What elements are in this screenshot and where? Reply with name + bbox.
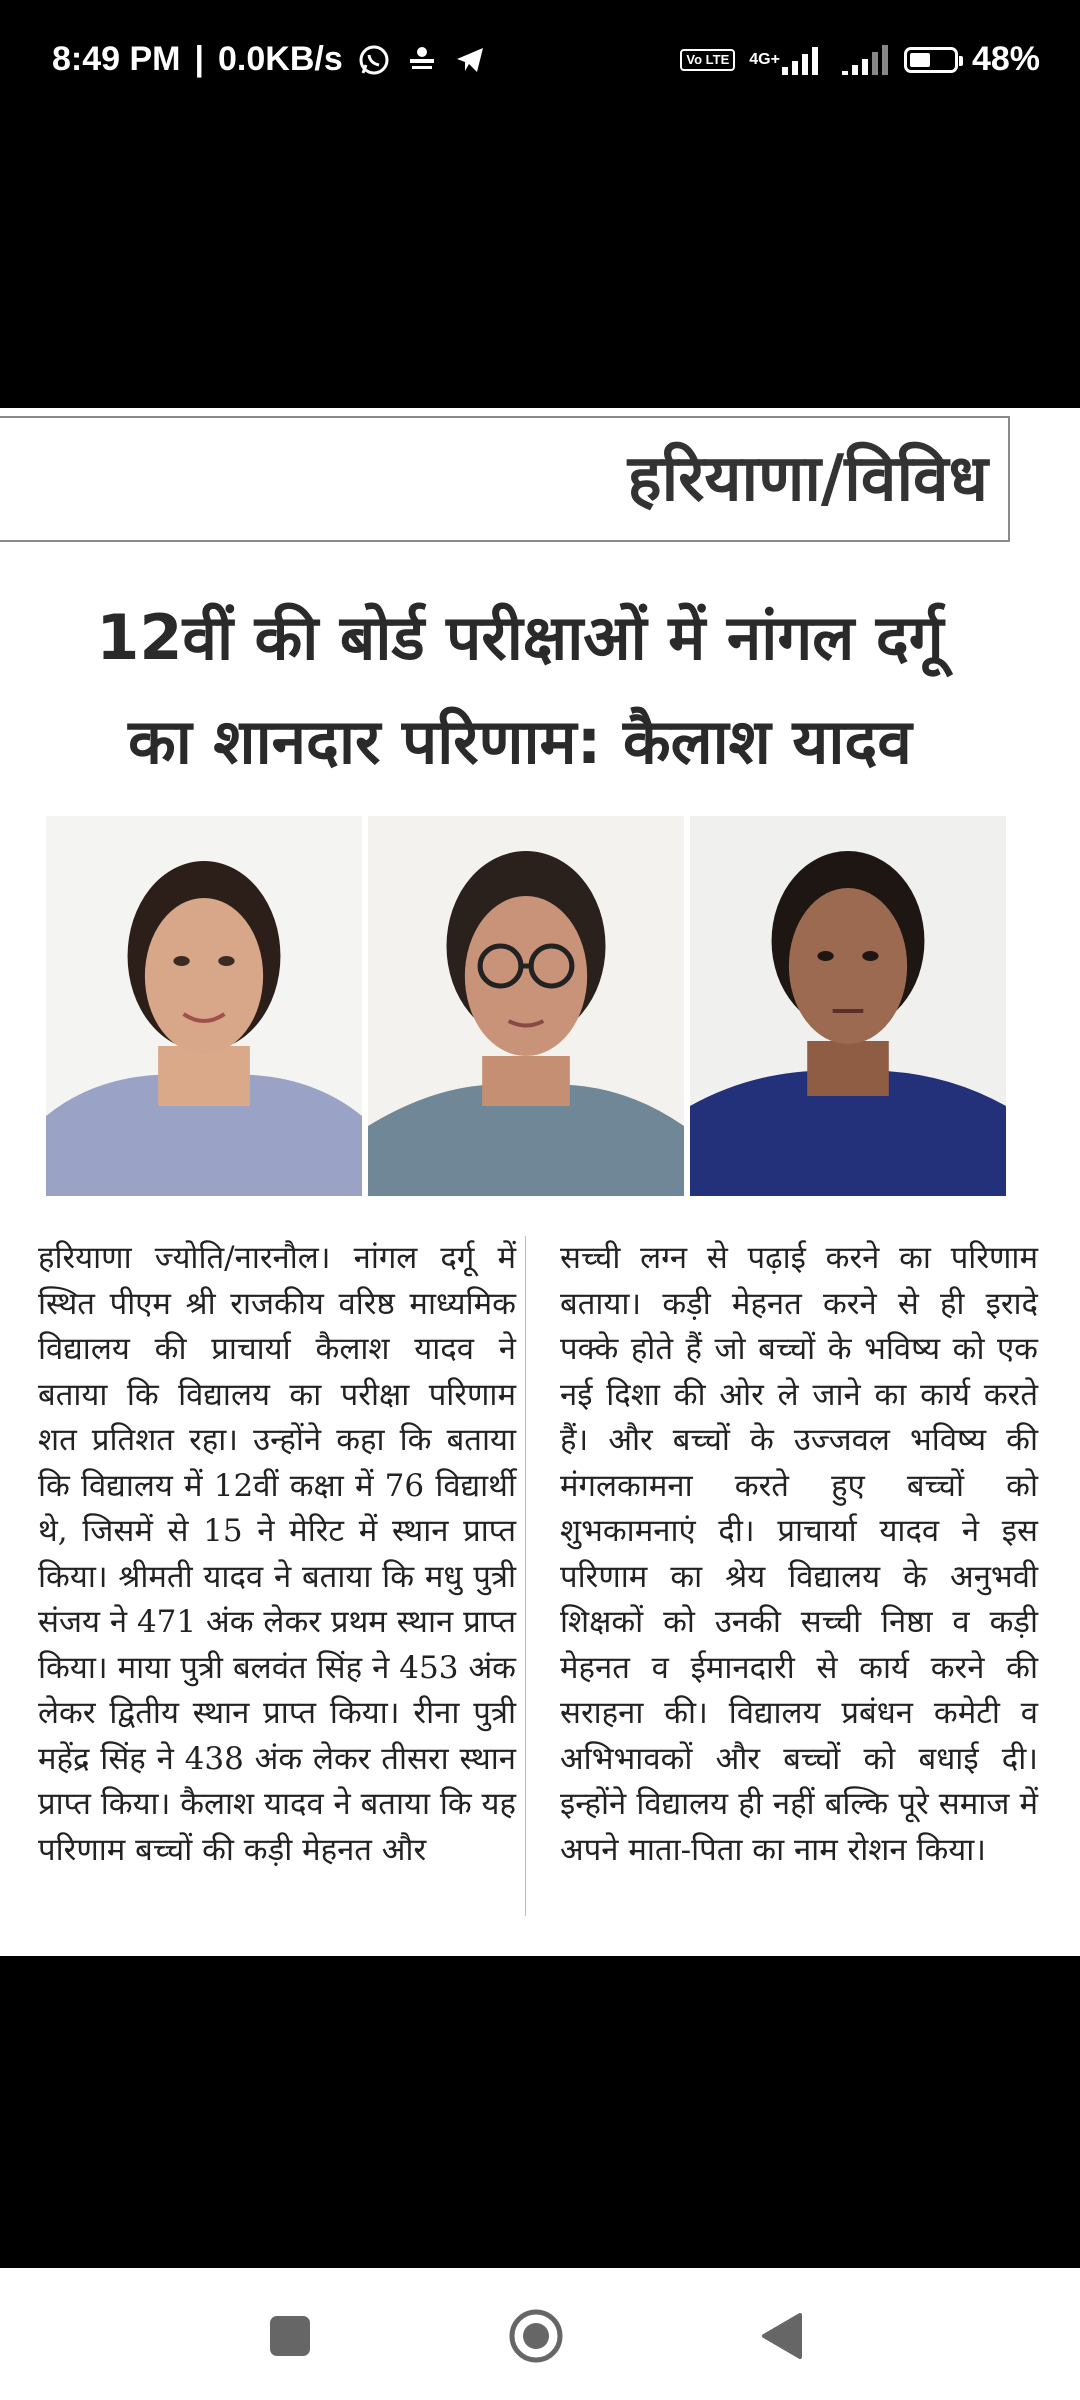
dainik-bhaskar-icon xyxy=(405,43,439,77)
home-icon xyxy=(508,2308,564,2364)
headline-line-1: 12वीं की बोर्ड परीक्षाओं में नांगल दर्गू xyxy=(96,601,944,674)
network-gen-label: 4G+ xyxy=(749,50,780,68)
student-photo-3 xyxy=(690,816,1006,1196)
telegram-icon xyxy=(453,43,487,77)
recents-button[interactable] xyxy=(262,2308,318,2364)
network-speed: 0.0KB/s xyxy=(218,40,343,78)
section-title: हरियाणा/विविध xyxy=(627,442,988,516)
signal-icon-sim2 xyxy=(840,43,890,77)
status-bar xyxy=(0,0,1080,130)
headline-line-2: का शानदार परिणाम: कैलाश यादव xyxy=(128,705,912,778)
headline xyxy=(20,586,1020,794)
status-right xyxy=(680,40,1040,79)
battery-icon xyxy=(904,47,958,73)
recents-icon xyxy=(268,2314,312,2358)
back-icon xyxy=(760,2311,804,2361)
battery-level-fill xyxy=(910,53,930,67)
home-button[interactable] xyxy=(508,2308,564,2364)
article-image[interactable] xyxy=(0,408,1080,1956)
student-photos xyxy=(46,816,1006,1196)
article-column-1: हरियाणा ज्योति/नारनौल। नांगल दर्गू में स्थित पीएम श्री राजकीय वरिष्ठ माध्यमिक विद्यालय की प्राचार्या कैलाश यादव ने बताया कि विद्यालय का परीक्षा परिणाम शत प्रतिशत रहा। उन्होंने कहा कि बताया कि विद्यालय में 12वीं कक्षा में 76 विद्यार्थी थे, जिसमें से 15 ने मेरिट में स्थान प्राप्त किया। श्रीमती यादव ने बताया कि मधु पुत्री संजय ने 471 अंक लेकर प्रथम स्थान प्राप्त किया। माया पुत्री बलवंत सिंह ने 453 अंक लेकर द्वितीय स्थान प्राप्त किया। रीना पुत्री महेंद्र सिंह ने 438 अंक लेकर तीसरा स्थान प्राप्त किया। कैलाश यादव ने बताया कि यह परिणाम बच्चों की कड़ी मेहनत और xyxy=(38,1240,516,1868)
student-photo-1 xyxy=(46,816,362,1196)
navigation-bar xyxy=(0,2268,1080,2400)
whatsapp-icon xyxy=(357,43,391,77)
volte-badge: Vo LTE xyxy=(680,49,735,71)
student-photo-2 xyxy=(368,816,684,1196)
battery-percent: 48% xyxy=(971,40,1040,78)
column-divider xyxy=(525,1236,526,1916)
section-header xyxy=(0,416,1010,542)
signal-icon-sim1 xyxy=(749,43,826,77)
article-body xyxy=(38,1236,1038,1873)
back-button[interactable] xyxy=(754,2308,810,2364)
status-time: 8:49 PM xyxy=(52,40,181,78)
status-left xyxy=(52,40,487,79)
status-separator: | xyxy=(194,40,205,78)
article-column-2: सच्ची लग्न से पढ़ाई करने का परिणाम बताया। कड़ी मेहनत करने से ही इरादे पक्के होते हैं जो बच्चों के भविष्य को एक नई दिशा की ओर ले जाने का कार्य करते हैं। और बच्चों के उज्जवल भविष्य की मंगलकामना करते हुए बच्चों को शुभकामनाएं दी। प्राचार्या यादव ने इस परिणाम का श्रेय विद्यालय के अनुभवी शिक्षकों को उनकी सच्ची निष्ठा व कड़ी मेहनत व ईमानदारी से कार्य करने की सराहना की। विद्यालय प्रबंधन कमेटी व अभिभावकों और बच्चों को बधाई दी। इन्होंने विद्यालय ही नहीं बल्कि पूरे समाज में अपने माता-पिता का नाम रोशन किया। xyxy=(560,1240,1038,1868)
